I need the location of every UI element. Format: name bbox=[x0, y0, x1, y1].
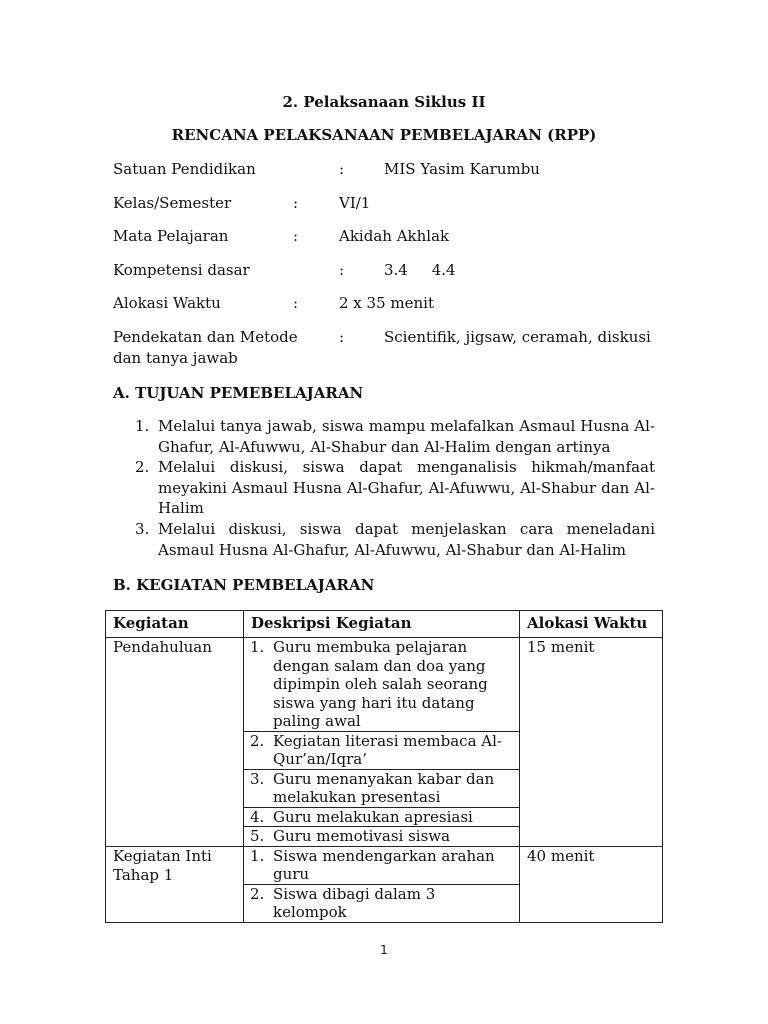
step-text: Siswa mendengarkan arahan guru bbox=[273, 846, 495, 883]
step-item bbox=[244, 847, 519, 885]
info-label-pendekatan: Pendekatan dan Metode bbox=[113, 328, 298, 346]
info-colon: : bbox=[339, 261, 345, 279]
step-text: Siswa dibagi dalam 3 kelompok bbox=[273, 884, 436, 921]
cell-deskripsi bbox=[244, 846, 520, 922]
list-number: 2. bbox=[135, 458, 150, 477]
cell-kegiatan: Kegiatan Inti Tahap 1 bbox=[106, 846, 244, 922]
table-row bbox=[106, 638, 663, 847]
step-item bbox=[244, 732, 519, 770]
cell-kegiatan: Pendahuluan bbox=[106, 638, 244, 847]
step-item bbox=[244, 827, 519, 846]
header-deskripsi: Deskripsi Kegiatan bbox=[244, 611, 520, 638]
step-text: Guru memotivasi siswa bbox=[273, 827, 451, 845]
step-number: 1. bbox=[250, 638, 265, 656]
step-number: 5. bbox=[250, 827, 265, 845]
step-text: Guru membuka pelajaran dengan salam dan doa yang dipimpin oleh salah seorang siswa yang hari itu datang paling awal bbox=[273, 638, 488, 730]
step-number: 2. bbox=[250, 731, 265, 750]
step-item bbox=[244, 770, 519, 808]
info-label-mapel: Mata Pelajaran bbox=[113, 227, 229, 245]
info-value-pendekatan: Scientifik, jigsaw, ceramah, diskusi bbox=[384, 328, 651, 346]
list-item bbox=[113, 416, 655, 457]
info-label-kompetensi: Kompetensi dasar bbox=[113, 261, 250, 279]
info-label-kelas: Kelas/Semester bbox=[113, 194, 232, 212]
table-row bbox=[106, 846, 663, 922]
step-item bbox=[244, 885, 519, 922]
cell-deskripsi bbox=[244, 638, 520, 847]
info-value-kompetensi: 3.4 4.4 bbox=[384, 261, 456, 279]
info-colon: : bbox=[339, 160, 345, 178]
cell-alokasi: 40 menit bbox=[520, 846, 663, 922]
step-text: Guru melakukan apresiasi bbox=[273, 807, 473, 826]
info-colon: : bbox=[293, 227, 299, 245]
list-number: 1. bbox=[135, 417, 150, 435]
table-header-row bbox=[106, 611, 663, 638]
header-alokasi: Alokasi Waktu bbox=[520, 611, 663, 638]
info-colon: : bbox=[293, 294, 299, 312]
info-label-pendekatan-line2: dan tanya jawab bbox=[113, 349, 238, 367]
list-text: Melalui diskusi, siswa dapat menganalisis hikmah/manfaat meyakini Asmaul Husna Al-Ghafur, Al-Afuwwu, Al-Shabur dan Al-Halim bbox=[158, 458, 655, 518]
page-number: 1 bbox=[380, 943, 388, 957]
info-value-alokasi: 2 x 35 menit bbox=[339, 294, 434, 312]
section-heading: 2. Pelaksanaan Siklus II bbox=[282, 93, 486, 111]
list-item bbox=[113, 457, 655, 519]
info-label-satuan: Satuan Pendidikan bbox=[113, 160, 256, 178]
step-text: Kegiatan literasi membaca Al-Qur’an/Iqra’ bbox=[273, 731, 502, 768]
step-number: 2. bbox=[250, 884, 265, 903]
list-number: 3. bbox=[135, 519, 150, 538]
step-number: 3. bbox=[250, 769, 265, 788]
list-item bbox=[113, 519, 655, 560]
info-colon: : bbox=[293, 194, 299, 212]
list-text: Melalui diskusi, siswa dapat menjelaskan cara meneladani Asmaul Husna Al-Ghafur, Al-Afuwwu, Al-Shabur dan Al-Halim bbox=[158, 519, 655, 559]
step-item bbox=[244, 638, 519, 732]
section-a-title: A. TUJUAN PEMEBELAJARAN bbox=[113, 384, 364, 402]
document-title: RENCANA PELAKSANAAN PEMBELAJARAN (RPP) bbox=[171, 126, 597, 144]
goals-list bbox=[113, 416, 655, 560]
list-text: Melalui tanya jawab, siswa mampu melafalkan Asmaul Husna Al-Ghafur, Al-Afuwwu, Al-Shabur dan Al-Halim dengan artinya bbox=[158, 417, 655, 456]
header-kegiatan: Kegiatan bbox=[106, 611, 244, 638]
step-item bbox=[244, 808, 519, 828]
step-number: 1. bbox=[250, 846, 265, 865]
info-value-kelas: VI/1 bbox=[339, 194, 371, 212]
info-value-mapel: Akidah Akhlak bbox=[339, 227, 450, 245]
step-number: 4. bbox=[250, 807, 265, 826]
info-colon: : bbox=[339, 328, 345, 346]
section-b-title: B. KEGIATAN PEMBELAJARAN bbox=[113, 576, 375, 594]
activity-table bbox=[105, 610, 663, 923]
info-value-satuan: MIS Yasim Karumbu bbox=[384, 160, 540, 178]
step-text: Guru menanyakan kabar dan melakukan presentasi bbox=[273, 769, 495, 806]
info-label-alokasi: Alokasi Waktu bbox=[113, 294, 221, 312]
cell-alokasi: 15 menit bbox=[520, 638, 663, 847]
